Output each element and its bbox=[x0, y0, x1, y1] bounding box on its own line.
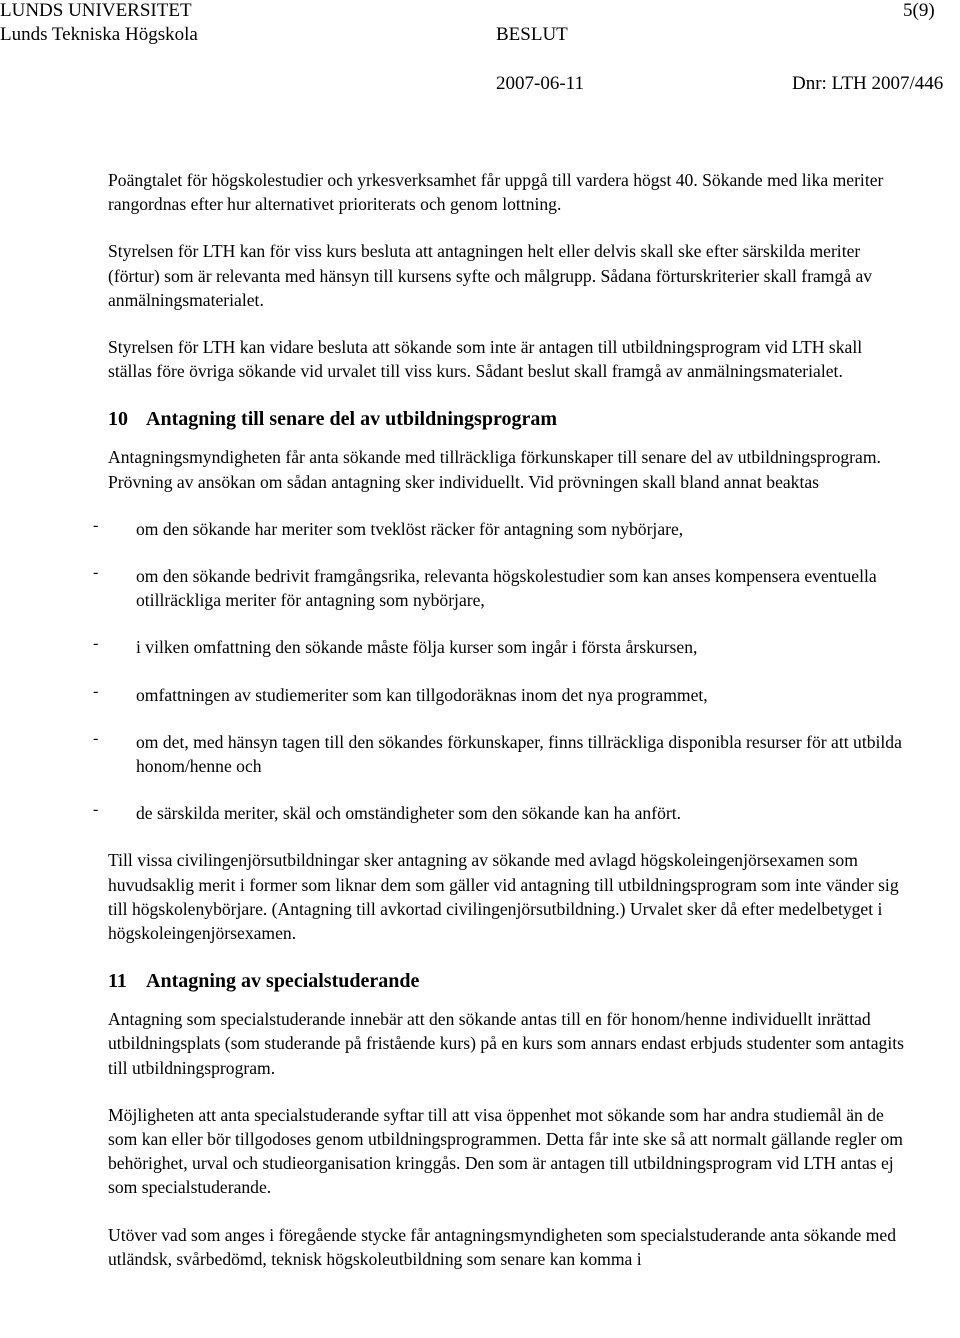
paragraph-foreign-education: Utöver vad som anges i föregående stycke får antagningsmyndigheten som specialstuderande anta sökande med utländsk, svårbedömd, teknisk högskoleutbildning som senare kan komma i bbox=[108, 1224, 897, 1269]
paragraph-program-students: Styrelsen för LTH kan vidare besluta att sökande som inte är antagen till utbildningsprogram vid LTH skall ställas före övriga sökande vid urvalet till viss kurs. Sådant beslut skall framgå av anmälningsmaterialet. bbox=[108, 337, 863, 382]
list-dash: - bbox=[93, 635, 99, 653]
list-dash: - bbox=[93, 564, 99, 582]
section-10-intro: Antagningsmyndigheten får anta sökande med tillräckliga förkunskaper till senare del av utbildningsprogram. Prövning av ansökan om sådan antagning sker individuellt. Vid prövningen skall bland annat beaktas bbox=[108, 447, 881, 492]
list-item bbox=[93, 801, 908, 825]
section-10-title: Antagning till senare del av utbildningsprogram bbox=[146, 408, 557, 431]
criteria-list bbox=[93, 517, 908, 826]
list-item bbox=[93, 564, 908, 612]
paragraph-openness: Möjligheten att anta specialstuderande syftar till att visa öppenhet mot sökande som har andra studiemål än de som kan eller bör tillgodoses genom utbildningsprogrammen. Detta får inte ske så att normalt gällande regler om behörighet, urval och studieorganisation kringgås. Den som är antagen till utbildningsprogram vid LTH antas ej som specialstuderande. bbox=[108, 1104, 903, 1198]
header-university: LUNDS UNIVERSITET bbox=[0, 0, 192, 21]
list-item-text: i vilken omfattning den sökande måste följa kurser som ingår i första årskursen, bbox=[136, 637, 698, 658]
section-11-number: 11 bbox=[108, 970, 127, 993]
paragraph-civil-engineering: Till vissa civilingenjörsutbildningar sker antagning av sökande med avlagd högskoleingenjörsexamen som huvudsaklig merit i former som liknar dem som gäller vid antagning till utbildningsprogram som inte vänder sig till högskolenybörjare. (Antagning till avkortad civilingenjörsutbildning.) Urvalet sker då efter medelbetyget i högskoleingenjörsexamen. bbox=[108, 850, 899, 944]
list-dash: - bbox=[93, 729, 99, 747]
list-item-text: omfattningen av studiemeriter som kan tillgodoräknas inom det nya programmet, bbox=[136, 684, 708, 705]
list-item bbox=[93, 683, 908, 707]
list-item-text: de särskilda meriter, skäl och omständigheter som den sökande kan ha anfört. bbox=[136, 803, 682, 824]
list-item bbox=[93, 517, 908, 541]
list-dash: - bbox=[93, 682, 99, 700]
paragraph-special-students: Antagning som specialstuderande innebär att den sökande antas till en för honom/henne individuellt inrättad utbildningsplats (som studerande på fristående kurs) på en kurs som annars endast erbjuds studenter som antagits till utbildningsprogram. bbox=[108, 1009, 904, 1078]
list-dash: - bbox=[93, 516, 99, 534]
list-item bbox=[93, 635, 908, 659]
header-date: 2007-06-11 bbox=[496, 73, 584, 94]
section-10-number: 10 bbox=[108, 408, 128, 431]
section-10-heading bbox=[108, 406, 908, 432]
list-item-text: om den sökande har meriter som tveklöst räcker för antagning som nybörjare, bbox=[136, 518, 684, 539]
list-item-text: om det, med hänsyn tagen till den sökandes förkunskaper, finns tillräckliga disponibla resurser för att utbilda honom/henne och bbox=[136, 731, 902, 777]
document-body bbox=[93, 168, 908, 1294]
list-item-text: om den sökande bedrivit framgångsrika, relevanta högskolestudier som kan anses kompensera eventuella otillräckliga meriter för antagning som nybörjare, bbox=[136, 566, 877, 611]
paragraph-points: Poängtalet för högskolestudier och yrkesverksamhet får uppgå till vardera högst 40. Sökande med lika meriter rangordnas efter hur alternativet prioriterats och genom lottning. bbox=[108, 170, 884, 215]
section-11-title: Antagning av specialstuderande bbox=[146, 970, 420, 993]
header-dnr: Dnr: LTH 2007/446 bbox=[792, 73, 944, 94]
header-doc-type: BESLUT bbox=[496, 24, 568, 45]
list-dash: - bbox=[93, 801, 99, 819]
list-item bbox=[93, 730, 908, 778]
header-faculty: Lunds Tekniska Högskola bbox=[0, 24, 198, 45]
paragraph-priority: Styrelsen för LTH kan för viss kurs besluta att antagningen helt eller delvis skall ske efter särskilda meriter (förtur) som är relevanta med hänsyn till kursens syfte och målgrupp. Sådana förturskriterier skall framgå av anmälningsmaterialet. bbox=[108, 241, 873, 310]
header-page-number: 5(9) bbox=[903, 0, 935, 21]
section-11-heading bbox=[108, 968, 908, 994]
